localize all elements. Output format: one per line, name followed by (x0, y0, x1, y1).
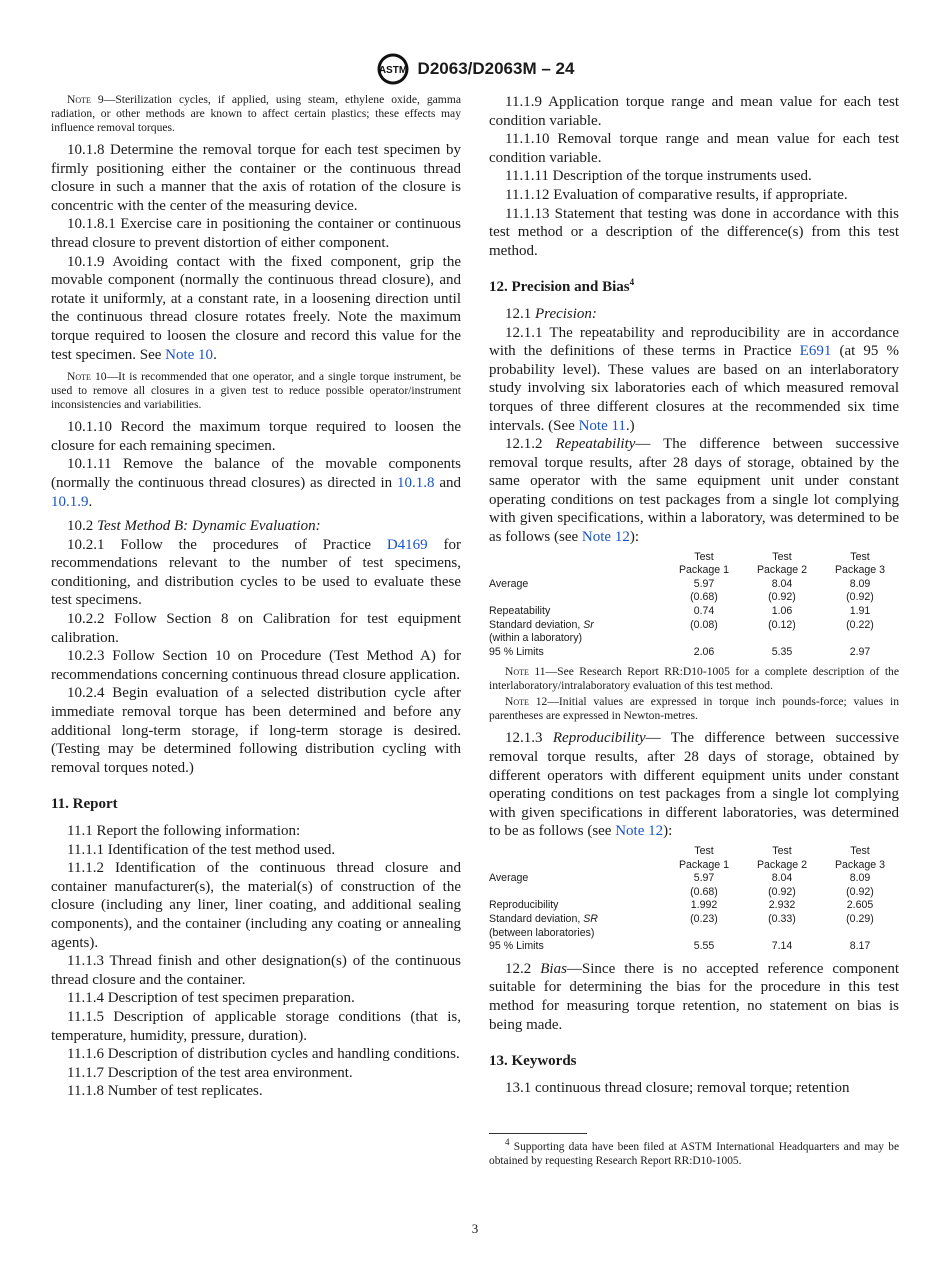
table-row: (between laboratories) (489, 926, 595, 939)
page-header (0, 52, 950, 91)
document-designation: D2063/D2063M – 24 (417, 59, 575, 78)
table-header-row (489, 845, 899, 872)
footnote-4: $^4$ Supporting data have been filed at ASTM International Headquarters and may be obtained by requesting Research Report RR:D10-1005. (489, 1137, 899, 1168)
table-header: Test Package 1 (678, 844, 730, 871)
para-11-1-10: 11.1.10 Removal torque range and mean value for each test condition variable. (489, 131, 899, 166)
para-11-1-1: 11.1.1 Identification of the test method used. (67, 841, 336, 858)
table-row: Reproducibility 1.992 2.932 2.605 (489, 899, 874, 912)
table-row: (0.68) (0.92) (0.92) (690, 885, 874, 898)
table-header: Test Package 3 (834, 550, 886, 577)
para-12-1: 12.1 Precision: (505, 305, 597, 322)
table-row: Average 5.97 8.04 8.09 (489, 872, 871, 885)
table-row: 95 % Limits 2.06 5.35 2.97 (489, 645, 871, 658)
page-number: 3 (471, 1221, 479, 1236)
para-11-1-5: 11.1.5 Description of applicable storage conditions (that is, temperature, humidity, pressure, duration). (51, 1008, 461, 1044)
footnote-divider (489, 1133, 587, 1134)
para-11-1-2: 11.1.2 Identification of the continuous thread closure and container manufacturer(s), the material(s) of construction of the closure (including any liner, liner coating, and additional sealing components), and the container (including any coating or annealing agents). (51, 860, 461, 951)
note-10: Note 10—It is recommended that one operator, and a single torque instrument, be used to remove all closures in a given test to reduce possible operator/instrument inconsistencies and variabilities. (51, 370, 461, 412)
para-13-1: 13.1 continuous thread closure; removal torque; retention (505, 1079, 850, 1096)
para-11-1-6: 11.1.6 Description of distribution cycles and handling conditions. (67, 1046, 460, 1063)
para-11-1-7: 11.1.7 Description of the test area environment. (67, 1064, 353, 1081)
table-row: Average 5.97 8.04 8.09 (489, 577, 871, 590)
section-13-heading: 13. Keywords (489, 1053, 577, 1070)
table-row: Standard deviation, SR (0.23) (0.33) (0.29) (489, 912, 874, 925)
d4169-link[interactable]: D4169 (386, 536, 428, 553)
para-11-1-12: 11.1.12 Evaluation of comparative results, if appropriate. (505, 186, 848, 203)
para-11-1-3: 11.1.3 Thread finish and other designation(s) of the continuous thread closure and the container. (51, 953, 461, 988)
table-header: Test Package 1 (678, 550, 730, 577)
astm-logo-icon (376, 52, 410, 86)
para-10-2-2: 10.2.2 Follow Section 8 on Calibration for test equipment calibration. (51, 611, 461, 646)
para-11-1: 11.1 Report the following information: (67, 823, 301, 839)
para-10-1-10: 10.1.10 Record the maximum torque required to loosen the closure for each remaining specimen. (51, 419, 461, 454)
left-column (51, 93, 461, 1101)
para-11-1-11: 11.1.11 Description of the torque instruments used. (505, 168, 812, 185)
para-12-1-1: 12.1.1 The repeatability and reproducibility are in accordance with the definitions of these terms in Practice E691 (at 95 % probability level). These values are based on an interlaboratory study involving six laboratories each of which measured removal torques of three different closures at the recommended six time intervals. (See Note 11.) (489, 324, 899, 434)
svg-text:ASTM: ASTM (378, 65, 407, 76)
note-12: Note 12—Initial values are expressed in torque inch pounds-force; values in parentheses are expressed in Newton-metres. (489, 695, 899, 723)
section-11-heading: 11. Report (51, 796, 118, 813)
table-row: Standard deviation, Sr (0.08) (0.12) (0.22) (489, 618, 874, 631)
note-12-link[interactable]: Note 12 (615, 823, 664, 840)
para-10-2: 10.2 Test Method B: Dynamic Evaluation: (67, 518, 321, 535)
note-11: Note 11—See Research Report RR:D10-1005 for a complete description of the interlaboratory/intralaboratory evaluation of this test method. (489, 665, 899, 693)
reproducibility-table (489, 845, 899, 954)
note-11-link[interactable]: Note 11 (578, 417, 626, 434)
para-10-1-8: 10.1.8 Determine the removal torque for each test specimen by firmly positioning either the container or the continuous thread closure in such a manner that the axis of rotation of the closure is concentric with the center of the measuring device. (51, 142, 461, 214)
para-10-2-3: 10.2.3 Follow Section 10 on Procedure (Test Method A) for recommendations concerning continuous thread closure application. (51, 648, 461, 683)
para-10-2-4: 10.2.4 Begin evaluation of a selected distribution cycle after immediate removal torque has been determined and before any additional long-term storage, if long-term storage is desired. (Testing may be determined following distribution cycling with removal torques noted.) (51, 685, 461, 776)
section-10-1-9-link[interactable]: 10.1.9 (51, 493, 89, 510)
table-row: Repeatability 0.74 1.06 1.91 (489, 605, 871, 618)
right-column (489, 93, 899, 1168)
note-12-link[interactable]: Note 12 (581, 529, 630, 546)
repeatability-table (489, 551, 899, 660)
table-row: (within a laboratory) (489, 632, 583, 645)
table-row: (0.68) (0.92) (0.92) (690, 591, 874, 604)
para-11-1-8: 11.1.8 Number of test replicates. (67, 1083, 263, 1100)
e691-link[interactable]: E691 (799, 343, 832, 360)
para-10-1-9: 10.1.9 Avoiding contact with the fixed component, grip the movable component (normally the continuous thread closure), and rotate it uniformly, at a constant rate, in a loosening direction until the continuous thread closure rotates freely. Note the maximum torque required to loosen the closure and record this value for the test specimen. See Note 10. (51, 253, 461, 363)
para-11-1-13: 11.1.13 Statement that testing was done in accordance with this test method or a description of the difference(s) from this test method. (489, 205, 899, 259)
footnote-4-marker: 4 (629, 277, 635, 288)
para-10-1-8-1: 10.1.8.1 Exercise care in positioning the container or continuous thread closure to prevent distortion of either component. (51, 216, 461, 251)
table-header-row (489, 551, 899, 578)
table-row: 95 % Limits 5.55 7.14 8.17 (489, 940, 871, 953)
note-9: Note 9—Sterilization cycles, if applied, using steam, ethylene oxide, gamma radiation, or other methods are known to affect certain plastics; these effects may influence removal torques. (51, 93, 461, 134)
note-10-link[interactable]: Note 10 (165, 346, 214, 363)
para-11-1-9: 11.1.9 Application torque range and mean value for each test condition variable. (489, 94, 899, 129)
para-12-1-3: 12.1.3 Reproducibility— The difference between successive removal torque results, after 28 days of storage, obtained by different operators with different equipment units under constant operating conditions on test packages from a single lot complying with given specifications in different laboratories, was determined to be as follows (see Note 12): (489, 730, 899, 840)
para-12-2: 12.2 Bias—Since there is no accepted reference component suitable for determining the bias for the procedure in this test method for measuring torque retention, no statement on bias is being made. (489, 960, 899, 1033)
section-12-heading: 12. Precision and Bias$^4$ (489, 277, 635, 296)
section-10-1-8-link[interactable]: 10.1.8 (397, 474, 435, 491)
table-header: Test Package 2 (756, 844, 808, 871)
para-12-1-2: 12.1.2 Repeatability— The difference between successive removal torque results, after 28 days of storage, obtained by the same operator with the same equipment unit under constant operating conditions on test packages from a single lot complying with given specifications, within a laboratory, was determined to be as follows (see Note 12): (489, 436, 899, 546)
para-11-1-4: 11.1.4 Description of test specimen preparation. (67, 990, 355, 1007)
table-header: Test Package 3 (834, 844, 886, 871)
table-header: Test Package 2 (756, 550, 808, 577)
para-10-2-1: 10.2.1 Follow the procedures of Practice D4169 for recommendations relevant to the number of test specimens, conditioning, and distribution cycles to be used to evaluate these test specimens. (51, 536, 461, 609)
para-10-1-11: 10.1.11 Remove the balance of the movable components (normally the continuous thread closures) as directed in 10.1.8 and 10.1.9. (51, 456, 461, 510)
